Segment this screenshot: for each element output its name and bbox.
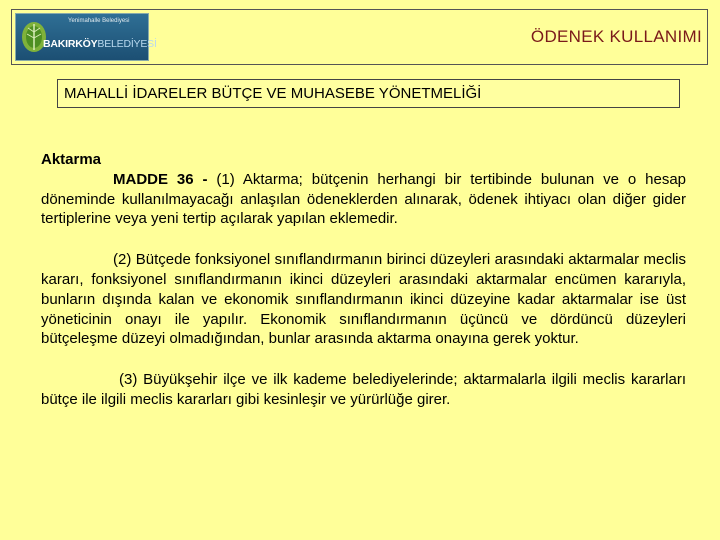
- municipality-logo: [15, 13, 157, 61]
- header-box: [11, 9, 708, 65]
- paragraph-1-text: (1) Aktarma; bütçenin herhangi bir tertibinde bulunan ve o hesap döneminde kullanılmayacağı anlaşılan ödeneklerden alınarak, ödenek ihtiyacı olan diğer gider tertiplerine veya yeni tertip açılarak yapılan eklemedir.: [41, 170, 686, 228]
- logo-top-text: Yenimahalle Belediyesi: [68, 18, 130, 24]
- logo-name: [43, 38, 157, 50]
- article-label: MADDE 36 -: [113, 170, 208, 188]
- regulation-title-box: [57, 79, 680, 108]
- paragraph-3: (3) Büyükşehir ilçe ve ilk kademe belediyelerinde; aktarmalarla ilgili meclis kararları bütçe ile ilgili meclis kararları gibi kesinleşir ve yürürlüğe girer.: [41, 371, 686, 408]
- page-title: ÖDENEK KULLANIMI: [530, 27, 702, 46]
- logo-name-tail: BELEDİYESİ: [97, 38, 157, 50]
- section-heading: Aktarma: [41, 151, 102, 168]
- article-content: [41, 150, 686, 410]
- regulation-title: MAHALLİ İDARELER BÜTÇE VE MUHASEBE YÖNETMELİĞİ: [64, 85, 482, 102]
- paragraph-2: (2) Bütçede fonksiyonel sınıflandırmanın birinci düzeyleri arasındaki aktarmalar meclis kararı, fonksiyonel sınıflandırmanın ikinci düzeyleri arasındaki aktarmalar encümen kararıyla, bunların dışında kalan ve ekonomik sınıflandırmanın ikinci düzeyine kadar aktarmalar ise üst yöneticinin onayı ile yapılır. Ekonomik sınıflandırmanın üçüncü ve dördüncü düzeyleri bütçeleşme düzeyi olmadığından, bunlar arasında aktarma onayına gerek yoktur.: [41, 251, 686, 348]
- paragraph-1: [41, 170, 686, 229]
- logo-name-main: BAKIRKÖY: [43, 38, 98, 50]
